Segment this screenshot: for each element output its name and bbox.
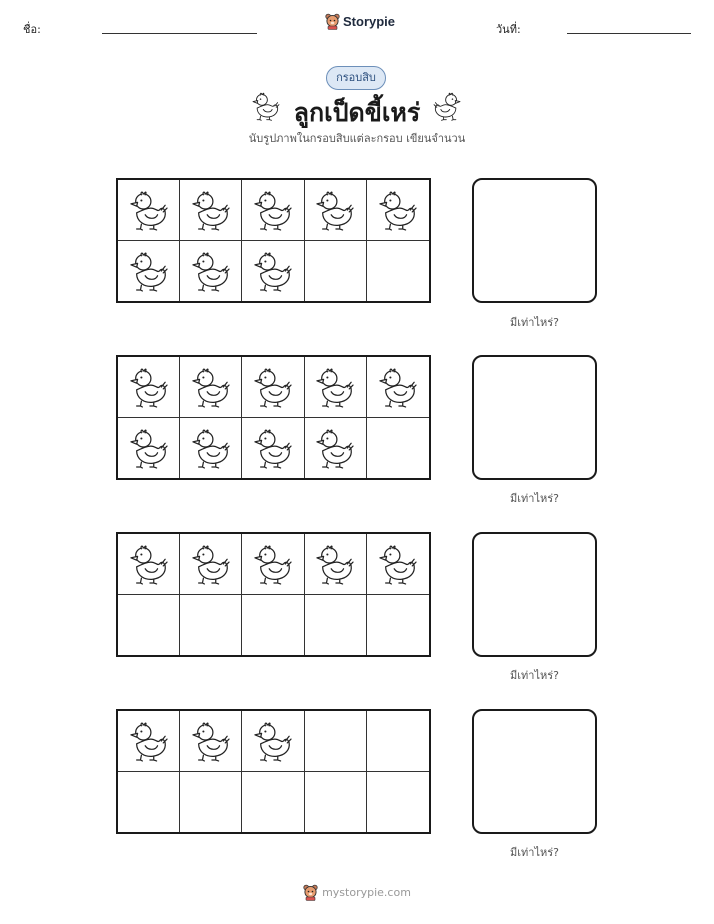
ten-frame-cell bbox=[242, 357, 304, 418]
brand-logo: Storypie bbox=[325, 13, 395, 30]
ten-frame-cell bbox=[367, 241, 429, 302]
instructions: นับรูปภาพในกรอบสิบแต่ละกรอบ เขียนจำนวน bbox=[248, 132, 466, 145]
duckling-icon bbox=[130, 427, 168, 469]
answer-box[interactable] bbox=[472, 355, 597, 480]
ten-frame-cell bbox=[242, 772, 304, 833]
date-label: วันที่: bbox=[496, 23, 521, 36]
duckling-icon bbox=[433, 91, 461, 121]
ten-frame-cell bbox=[367, 772, 429, 833]
question-label: มีเท่าไหร่? bbox=[510, 492, 559, 505]
question-label: มีเท่าไหร่? bbox=[510, 316, 559, 329]
answer-box[interactable] bbox=[472, 178, 597, 303]
ten-frame-cell bbox=[118, 241, 180, 302]
name-label: ชื่อ: bbox=[23, 23, 41, 36]
ten-frame-cell bbox=[180, 772, 242, 833]
ten-frame-cell bbox=[180, 241, 242, 302]
storypie-bear-icon bbox=[325, 13, 340, 30]
duckling-icon bbox=[130, 250, 168, 292]
ten-frame-cell bbox=[305, 534, 367, 595]
ten-frame bbox=[116, 532, 431, 657]
duckling-icon bbox=[130, 720, 168, 762]
duckling-icon bbox=[130, 189, 168, 231]
ten-frame-cell bbox=[242, 180, 304, 241]
ten-frame-cell bbox=[242, 595, 304, 656]
worksheet-title: ลูกเป็ดขี้เหร่ bbox=[293, 98, 421, 127]
duckling-icon bbox=[192, 543, 230, 585]
duckling-icon bbox=[254, 427, 292, 469]
duckling-icon bbox=[192, 427, 230, 469]
duckling-icon bbox=[130, 366, 168, 408]
ten-frame-cell bbox=[305, 772, 367, 833]
ten-frame-cell bbox=[180, 534, 242, 595]
duckling-icon bbox=[192, 250, 230, 292]
duckling-icon bbox=[316, 366, 354, 408]
ten-frame-cell bbox=[367, 534, 429, 595]
ten-frame bbox=[116, 178, 431, 303]
ten-frame-cell bbox=[367, 711, 429, 772]
storypie-bear-icon bbox=[303, 884, 318, 901]
ten-frame-cell bbox=[180, 357, 242, 418]
ten-frame-cell bbox=[305, 418, 367, 479]
ten-frame-cell bbox=[118, 180, 180, 241]
answer-box[interactable] bbox=[472, 709, 597, 834]
footer bbox=[0, 884, 714, 901]
ten-frame-cell bbox=[242, 418, 304, 479]
ten-frame-cell bbox=[118, 534, 180, 595]
ten-frame-cell bbox=[305, 595, 367, 656]
duckling-icon bbox=[254, 720, 292, 762]
name-line[interactable] bbox=[102, 33, 257, 34]
duckling-icon bbox=[192, 189, 230, 231]
ten-frame-cell bbox=[180, 180, 242, 241]
ten-frame-cell bbox=[242, 711, 304, 772]
ten-frame-cell bbox=[118, 711, 180, 772]
ten-frame-cell bbox=[118, 357, 180, 418]
ten-frame-cell bbox=[118, 418, 180, 479]
ten-frame-cell bbox=[367, 595, 429, 656]
ten-frame-cell bbox=[305, 357, 367, 418]
footer-url[interactable]: mystorypie.com bbox=[322, 886, 411, 899]
ten-frame-cell bbox=[180, 595, 242, 656]
ten-frame bbox=[116, 709, 431, 834]
ten-frame-cell bbox=[367, 418, 429, 479]
question-label: มีเท่าไหร่? bbox=[510, 669, 559, 682]
ten-frame-cell bbox=[305, 711, 367, 772]
duckling-icon bbox=[254, 189, 292, 231]
duckling-icon bbox=[254, 543, 292, 585]
ten-frame-cell bbox=[118, 772, 180, 833]
duckling-icon bbox=[316, 427, 354, 469]
duckling-icon bbox=[379, 189, 417, 231]
ten-frame-cell bbox=[367, 180, 429, 241]
ten-frame-cell bbox=[118, 595, 180, 656]
duckling-icon bbox=[316, 543, 354, 585]
duckling-icon bbox=[379, 543, 417, 585]
duckling-icon bbox=[192, 366, 230, 408]
question-label: มีเท่าไหร่? bbox=[510, 846, 559, 859]
ten-frame-cell bbox=[242, 534, 304, 595]
topic-badge: กรอบสิบ bbox=[326, 66, 386, 90]
duckling-icon bbox=[192, 720, 230, 762]
answer-box[interactable] bbox=[472, 532, 597, 657]
ten-frame-cell bbox=[180, 711, 242, 772]
date-line[interactable] bbox=[567, 33, 691, 34]
duckling-icon bbox=[130, 543, 168, 585]
ten-frame-cell bbox=[242, 241, 304, 302]
ten-frame-cell bbox=[367, 357, 429, 418]
duckling-icon bbox=[254, 250, 292, 292]
duckling-icon bbox=[379, 366, 417, 408]
ten-frame-cell bbox=[180, 418, 242, 479]
ten-frame-cell bbox=[305, 241, 367, 302]
duckling-icon bbox=[254, 366, 292, 408]
ten-frame bbox=[116, 355, 431, 480]
duckling-icon bbox=[316, 189, 354, 231]
ten-frame-cell bbox=[305, 180, 367, 241]
